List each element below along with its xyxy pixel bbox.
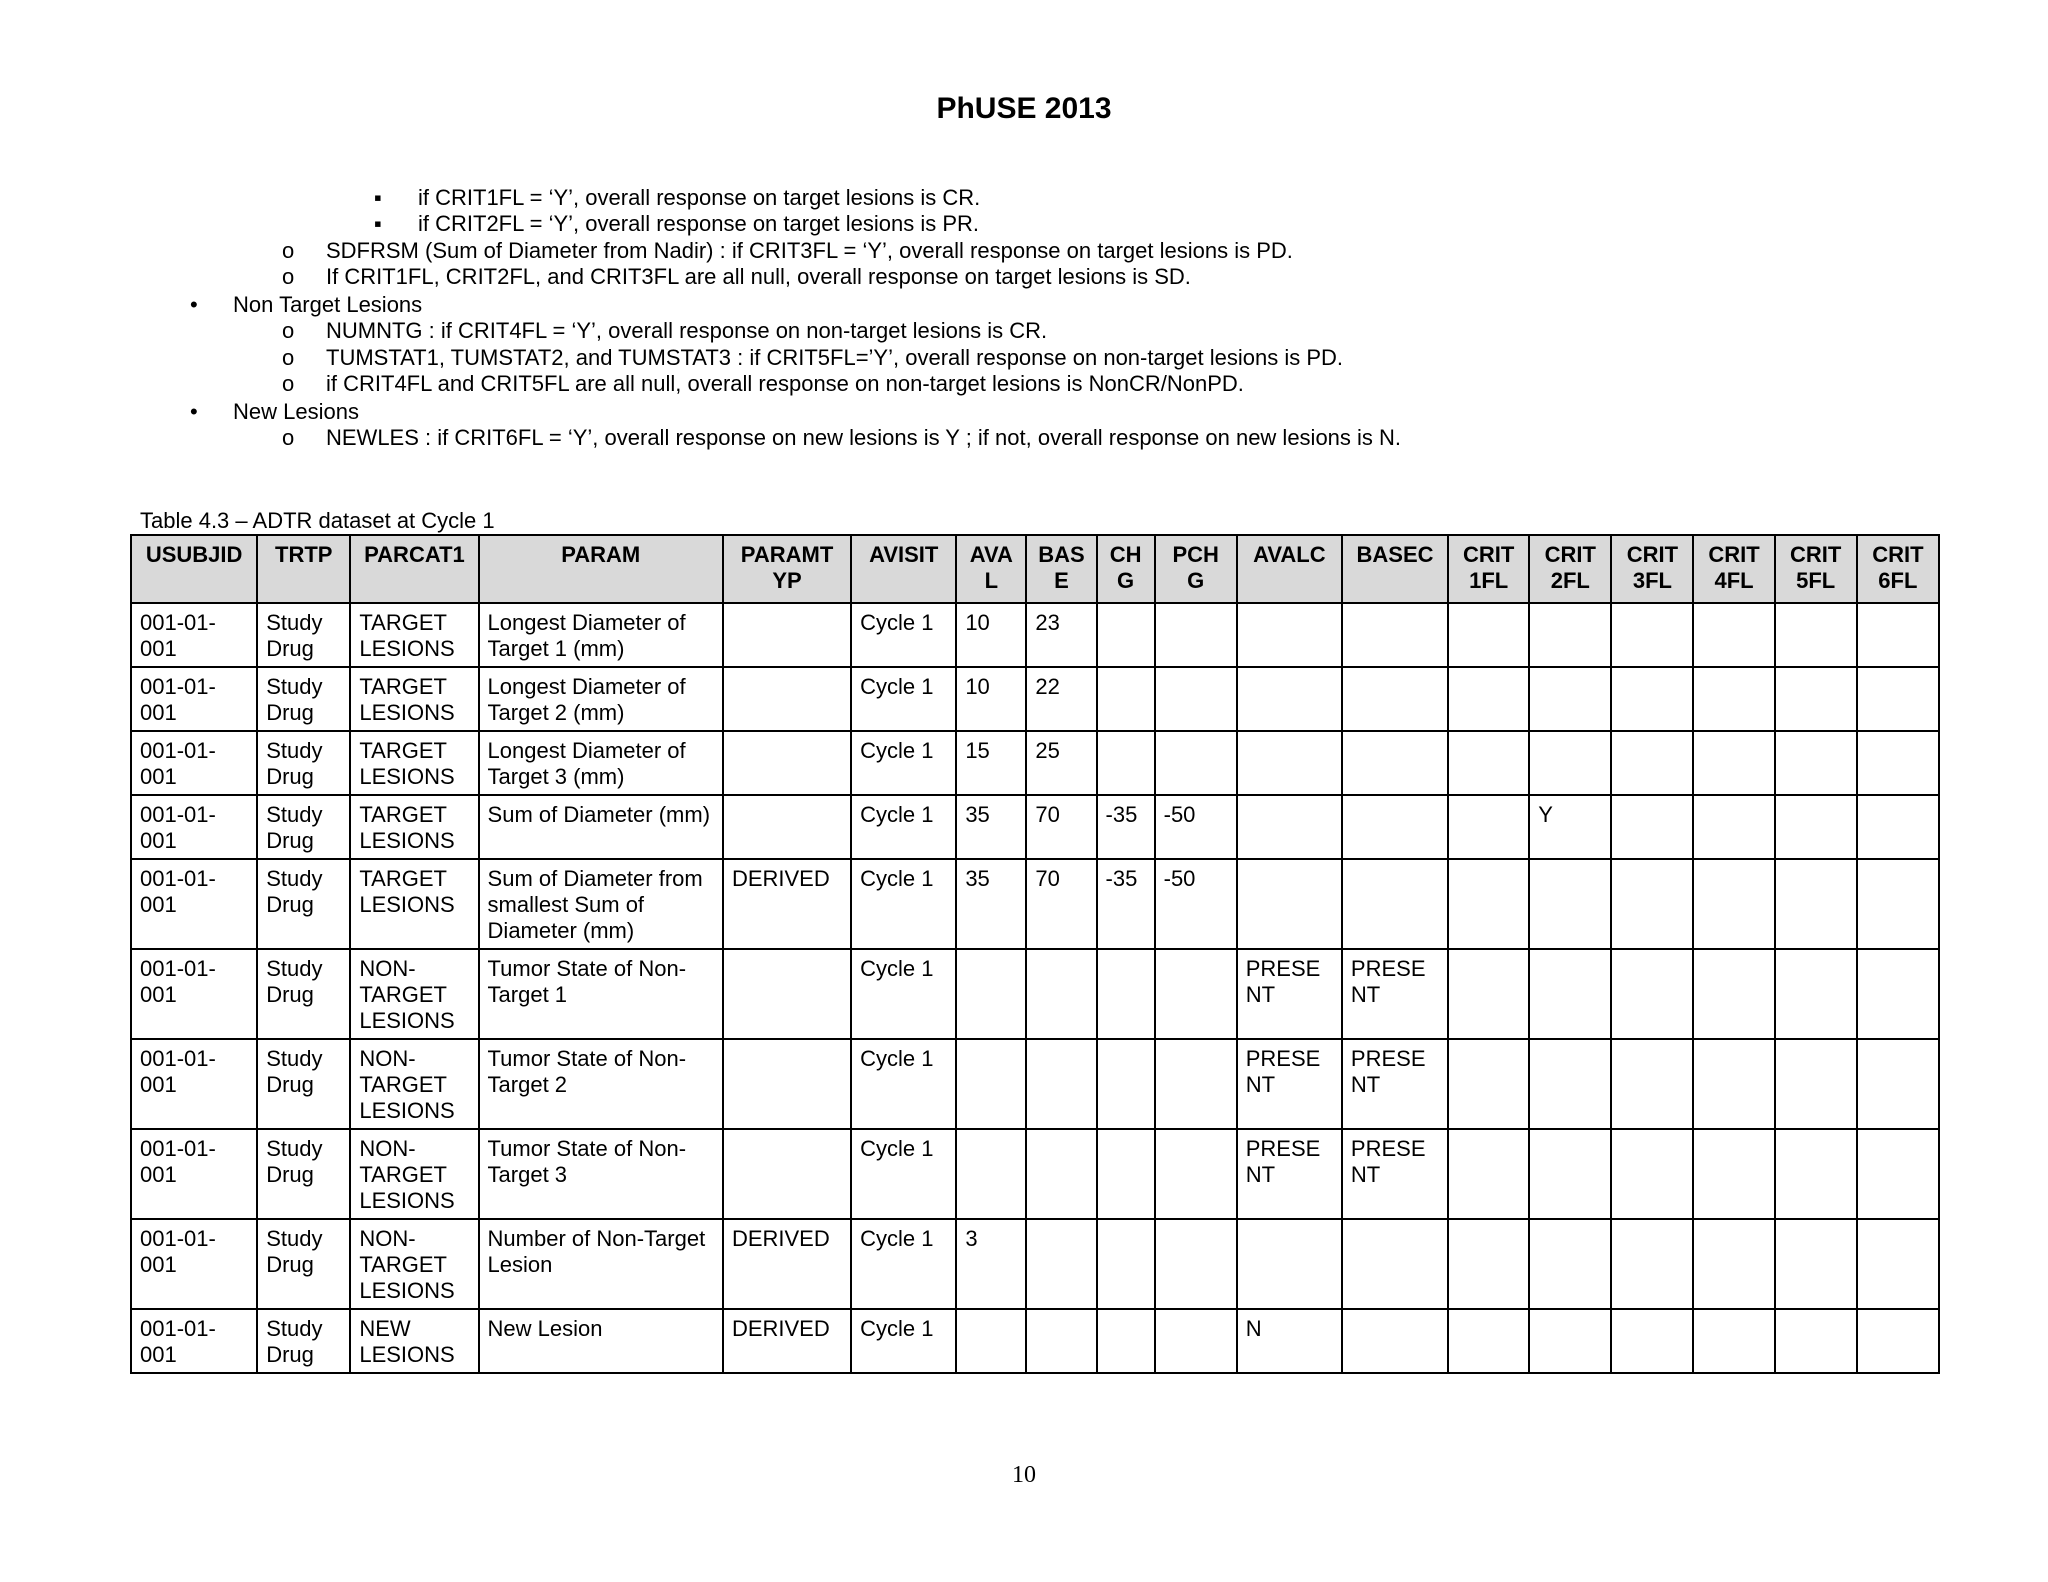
table-cell bbox=[1342, 603, 1448, 667]
table-cell bbox=[1026, 949, 1096, 1039]
table-cell: NON-TARGET LESIONS bbox=[350, 1039, 478, 1129]
table-cell: 23 bbox=[1026, 603, 1096, 667]
table-cell: 22 bbox=[1026, 667, 1096, 731]
table-cell: 001-01-001 bbox=[131, 1219, 257, 1309]
table-cell bbox=[1026, 1309, 1096, 1373]
table-cell bbox=[1155, 949, 1237, 1039]
table-cell bbox=[1611, 795, 1693, 859]
table-cell bbox=[1342, 1309, 1448, 1373]
table-cell: Number of Non-Target Lesion bbox=[479, 1219, 723, 1309]
table-cell bbox=[1857, 1309, 1939, 1373]
column-header: AVALC bbox=[1237, 535, 1342, 603]
table-cell bbox=[1026, 1219, 1096, 1309]
table-cell bbox=[1097, 1129, 1155, 1219]
table-cell: Study Drug bbox=[257, 667, 350, 731]
table-cell bbox=[1857, 603, 1939, 667]
table-cell: 001-01-001 bbox=[131, 1309, 257, 1373]
table-cell: 001-01-001 bbox=[131, 795, 257, 859]
table-cell bbox=[1097, 667, 1155, 731]
table-cell: 70 bbox=[1026, 795, 1096, 859]
table-cell: Cycle 1 bbox=[851, 949, 956, 1039]
column-header: BAS E bbox=[1026, 535, 1096, 603]
table-cell: Tumor State of Non-Target 2 bbox=[479, 1039, 723, 1129]
table-cell: 3 bbox=[956, 1219, 1026, 1309]
circle-bullet-icon: o bbox=[282, 371, 295, 396]
table-cell bbox=[1237, 603, 1342, 667]
table-cell: Longest Diameter of Target 3 (mm) bbox=[479, 731, 723, 795]
table-cell bbox=[1155, 731, 1237, 795]
table-cell: TARGET LESIONS bbox=[350, 603, 478, 667]
table-cell: 10 bbox=[956, 667, 1026, 731]
column-header: TRTP bbox=[257, 535, 350, 603]
table-row bbox=[131, 731, 1939, 795]
column-header: USUBJID bbox=[131, 535, 257, 603]
table-cell bbox=[1611, 1309, 1693, 1373]
table-cell bbox=[1529, 1309, 1611, 1373]
table-cell bbox=[1693, 1309, 1774, 1373]
table-cell: NEW LESIONS bbox=[350, 1309, 478, 1373]
table-cell: Cycle 1 bbox=[851, 731, 956, 795]
table-cell: Study Drug bbox=[257, 795, 350, 859]
table-cell bbox=[1097, 603, 1155, 667]
table-cell: 001-01-001 bbox=[131, 1129, 257, 1219]
table-cell bbox=[1155, 1219, 1237, 1309]
table-cell: Cycle 1 bbox=[851, 859, 956, 949]
table-cell: DERIVED bbox=[723, 1219, 851, 1309]
square-bullet-icon: ▪ bbox=[374, 211, 382, 236]
table-cell: Cycle 1 bbox=[851, 1129, 956, 1219]
table-cell bbox=[1448, 603, 1529, 667]
table-cell bbox=[1097, 731, 1155, 795]
table-cell: Cycle 1 bbox=[851, 1039, 956, 1129]
table-cell: Study Drug bbox=[257, 1129, 350, 1219]
table-cell: TARGET LESIONS bbox=[350, 731, 478, 795]
table-cell bbox=[723, 603, 851, 667]
table-cell bbox=[723, 1129, 851, 1219]
table-cell bbox=[1693, 949, 1774, 1039]
table-cell bbox=[1342, 667, 1448, 731]
table-cell: 70 bbox=[1026, 859, 1096, 949]
table-cell: PRESENT bbox=[1237, 1129, 1342, 1219]
table-cell bbox=[1026, 1129, 1096, 1219]
table-cell: Study Drug bbox=[257, 949, 350, 1039]
table-cell bbox=[1026, 1039, 1096, 1129]
table-cell bbox=[1693, 1129, 1774, 1219]
table-cell: 001-01-001 bbox=[131, 667, 257, 731]
square-bullet-icon: ▪ bbox=[374, 185, 382, 210]
table-cell bbox=[723, 1039, 851, 1129]
table-cell: Study Drug bbox=[257, 1039, 350, 1129]
circle-bullet-icon: o bbox=[282, 425, 295, 450]
table-cell: TARGET LESIONS bbox=[350, 795, 478, 859]
table-cell bbox=[1611, 731, 1693, 795]
table-caption: Table 4.3 – ADTR dataset at Cycle 1 bbox=[140, 508, 495, 533]
table-cell: Cycle 1 bbox=[851, 667, 956, 731]
table-cell bbox=[1693, 731, 1774, 795]
column-header: AVISIT bbox=[851, 535, 956, 603]
table-cell bbox=[1529, 667, 1611, 731]
table-cell bbox=[1857, 795, 1939, 859]
table-cell bbox=[1529, 949, 1611, 1039]
table-cell: -35 bbox=[1097, 859, 1155, 949]
table-cell bbox=[1857, 1129, 1939, 1219]
table-cell: PRESENT bbox=[1237, 1039, 1342, 1129]
table-cell: 35 bbox=[956, 859, 1026, 949]
table-cell bbox=[1857, 1039, 1939, 1129]
table-cell bbox=[1448, 1129, 1529, 1219]
table-cell bbox=[1237, 859, 1342, 949]
column-header: CRIT 2FL bbox=[1529, 535, 1611, 603]
table-cell bbox=[1775, 859, 1857, 949]
bullet-text: If CRIT1FL, CRIT2FL, and CRIT3FL are all null, overall response on target lesions is SD. bbox=[326, 264, 1191, 289]
table-cell bbox=[1857, 731, 1939, 795]
table-cell: 001-01-001 bbox=[131, 949, 257, 1039]
table-cell bbox=[1693, 1219, 1774, 1309]
table-cell bbox=[1448, 949, 1529, 1039]
table-row bbox=[131, 1219, 1939, 1309]
table-cell bbox=[1529, 1039, 1611, 1129]
table-cell bbox=[723, 949, 851, 1039]
table-row bbox=[131, 667, 1939, 731]
table-cell: PRESENT bbox=[1342, 1039, 1448, 1129]
column-header: CRIT 6FL bbox=[1857, 535, 1939, 603]
table-cell bbox=[1857, 859, 1939, 949]
table-cell bbox=[1529, 603, 1611, 667]
table-body bbox=[131, 603, 1939, 1373]
table-cell bbox=[1693, 795, 1774, 859]
table-cell: Longest Diameter of Target 1 (mm) bbox=[479, 603, 723, 667]
round-bullet-icon: • bbox=[190, 292, 198, 317]
table-cell bbox=[1342, 1219, 1448, 1309]
table-cell: Study Drug bbox=[257, 1219, 350, 1309]
table-cell bbox=[1448, 859, 1529, 949]
table-cell bbox=[1448, 731, 1529, 795]
table-cell: 10 bbox=[956, 603, 1026, 667]
table-cell bbox=[1237, 1219, 1342, 1309]
column-header: PCH G bbox=[1155, 535, 1237, 603]
table-cell: DERIVED bbox=[723, 859, 851, 949]
table-cell bbox=[1775, 1219, 1857, 1309]
table-cell bbox=[723, 731, 851, 795]
table-cell: Cycle 1 bbox=[851, 1219, 956, 1309]
circle-bullet-icon: o bbox=[282, 318, 295, 343]
table-cell: TARGET LESIONS bbox=[350, 667, 478, 731]
table-cell bbox=[1529, 1219, 1611, 1309]
table-cell: Tumor State of Non-Target 3 bbox=[479, 1129, 723, 1219]
table-cell: Tumor State of Non-Target 1 bbox=[479, 949, 723, 1039]
table-cell bbox=[956, 949, 1026, 1039]
table-cell bbox=[1611, 603, 1693, 667]
column-header: CH G bbox=[1097, 535, 1155, 603]
header-row bbox=[131, 535, 1939, 603]
table-cell bbox=[1611, 859, 1693, 949]
table-cell: Study Drug bbox=[257, 731, 350, 795]
table-cell: 25 bbox=[1026, 731, 1096, 795]
table-cell bbox=[1611, 1039, 1693, 1129]
table-cell bbox=[1857, 1219, 1939, 1309]
table-cell: PRESENT bbox=[1342, 949, 1448, 1039]
table-cell: Longest Diameter of Target 2 (mm) bbox=[479, 667, 723, 731]
column-header: CRIT 5FL bbox=[1775, 535, 1857, 603]
table-cell bbox=[1693, 603, 1774, 667]
bullet-text: NUMNTG : if CRIT4FL = ‘Y’, overall response on non-target lesions is CR. bbox=[326, 318, 1048, 343]
table-cell bbox=[1448, 667, 1529, 731]
table-cell: 001-01-001 bbox=[131, 731, 257, 795]
table-cell bbox=[1611, 1219, 1693, 1309]
column-header: CRIT 1FL bbox=[1448, 535, 1529, 603]
table-cell bbox=[1097, 1039, 1155, 1129]
table-row bbox=[131, 1309, 1939, 1373]
table-row bbox=[131, 795, 1939, 859]
table-cell bbox=[1775, 1129, 1857, 1219]
table-cell: N bbox=[1237, 1309, 1342, 1373]
table-cell: Cycle 1 bbox=[851, 1309, 956, 1373]
table-header bbox=[131, 535, 1939, 603]
table-cell bbox=[1775, 731, 1857, 795]
column-header: BASEC bbox=[1342, 535, 1448, 603]
page-header: PhUSE 2013 bbox=[936, 92, 1112, 125]
table-cell: Sum of Diameter (mm) bbox=[479, 795, 723, 859]
adtr-dataset-table bbox=[130, 534, 1940, 1374]
column-header: PARAM bbox=[479, 535, 723, 603]
table-cell: Y bbox=[1529, 795, 1611, 859]
table-cell bbox=[1693, 859, 1774, 949]
table-cell bbox=[1342, 795, 1448, 859]
table-cell: TARGET LESIONS bbox=[350, 859, 478, 949]
table-cell bbox=[1611, 667, 1693, 731]
table-cell bbox=[1155, 667, 1237, 731]
circle-bullet-icon: o bbox=[282, 238, 295, 263]
table-cell bbox=[1857, 949, 1939, 1039]
table-cell: -50 bbox=[1155, 795, 1237, 859]
table-cell bbox=[1611, 949, 1693, 1039]
table-cell bbox=[1342, 731, 1448, 795]
table-cell bbox=[1529, 1129, 1611, 1219]
table-cell bbox=[1775, 1309, 1857, 1373]
column-header: CRIT 3FL bbox=[1611, 535, 1693, 603]
table-cell bbox=[723, 795, 851, 859]
table-row bbox=[131, 1039, 1939, 1129]
table-cell bbox=[956, 1039, 1026, 1129]
table-cell: PRESENT bbox=[1237, 949, 1342, 1039]
table-cell bbox=[1529, 731, 1611, 795]
table-cell: Study Drug bbox=[257, 859, 350, 949]
table-cell: 001-01-001 bbox=[131, 603, 257, 667]
column-header: CRIT 4FL bbox=[1693, 535, 1774, 603]
table-row bbox=[131, 859, 1939, 949]
table-cell bbox=[1529, 859, 1611, 949]
table-cell bbox=[1857, 667, 1939, 731]
table-cell: DERIVED bbox=[723, 1309, 851, 1373]
table-cell bbox=[1097, 949, 1155, 1039]
table-cell: 001-01-001 bbox=[131, 1039, 257, 1129]
bullet-text: if CRIT2FL = ‘Y’, overall response on target lesions is PR. bbox=[418, 211, 980, 236]
table-cell bbox=[1775, 795, 1857, 859]
table-cell bbox=[1775, 667, 1857, 731]
circle-bullet-icon: o bbox=[282, 345, 295, 370]
bullet-text: Non Target Lesions bbox=[233, 292, 423, 317]
table-cell bbox=[1775, 1039, 1857, 1129]
bullet-text: if CRIT4FL and CRIT5FL are all null, overall response on non-target lesions is NonCR/NonPD. bbox=[326, 371, 1244, 396]
table-cell: Study Drug bbox=[257, 1309, 350, 1373]
bullet-text: TUMSTAT1, TUMSTAT2, and TUMSTAT3 : if CRIT5FL=’Y’, overall response on non-target lesions is PD. bbox=[326, 345, 1344, 370]
table-cell: NON-TARGET LESIONS bbox=[350, 949, 478, 1039]
table-cell bbox=[1448, 795, 1529, 859]
column-header: PARAMT YP bbox=[723, 535, 851, 603]
table-cell: -50 bbox=[1155, 859, 1237, 949]
table-cell bbox=[956, 1309, 1026, 1373]
bullet-text: SDFRSM (Sum of Diameter from Nadir) : if CRIT3FL = ‘Y’, overall response on target lesions is PD. bbox=[326, 238, 1293, 263]
table-cell bbox=[1237, 731, 1342, 795]
table-cell: New Lesion bbox=[479, 1309, 723, 1373]
table-cell: 15 bbox=[956, 731, 1026, 795]
circle-bullet-icon: o bbox=[282, 264, 295, 289]
table-row bbox=[131, 1129, 1939, 1219]
table-cell bbox=[1775, 949, 1857, 1039]
column-header: AVA L bbox=[956, 535, 1026, 603]
table-cell: Cycle 1 bbox=[851, 603, 956, 667]
table-cell bbox=[1155, 603, 1237, 667]
round-bullet-icon: • bbox=[190, 399, 198, 424]
table-cell bbox=[1155, 1309, 1237, 1373]
column-header: PARCAT1 bbox=[350, 535, 478, 603]
page-number: 10 bbox=[1012, 1462, 1036, 1488]
table-row bbox=[131, 603, 1939, 667]
table-cell bbox=[1611, 1129, 1693, 1219]
table-cell bbox=[1237, 667, 1342, 731]
table-cell bbox=[1155, 1039, 1237, 1129]
table-cell: 35 bbox=[956, 795, 1026, 859]
bullet-text: New Lesions bbox=[233, 399, 359, 424]
table-cell: PRESENT bbox=[1342, 1129, 1448, 1219]
table-cell bbox=[1097, 1219, 1155, 1309]
table-cell: NON-TARGET LESIONS bbox=[350, 1129, 478, 1219]
table-cell bbox=[1448, 1309, 1529, 1373]
bullet-text: if CRIT1FL = ‘Y’, overall response on target lesions is CR. bbox=[418, 185, 981, 210]
table-cell bbox=[1097, 1309, 1155, 1373]
table-cell: 001-01-001 bbox=[131, 859, 257, 949]
table-cell: -35 bbox=[1097, 795, 1155, 859]
table-cell: Cycle 1 bbox=[851, 795, 956, 859]
table-cell: Sum of Diameter from smallest Sum of Diameter (mm) bbox=[479, 859, 723, 949]
table-cell bbox=[1693, 1039, 1774, 1129]
table-cell bbox=[1693, 667, 1774, 731]
table-cell: NON-TARGET LESIONS bbox=[350, 1219, 478, 1309]
table-cell bbox=[1448, 1219, 1529, 1309]
table-cell bbox=[1237, 795, 1342, 859]
bullet-text: NEWLES : if CRIT6FL = ‘Y’, overall response on new lesions is Y ; if not, overall response on new lesions is N. bbox=[326, 425, 1402, 450]
table-cell bbox=[1155, 1129, 1237, 1219]
table-cell bbox=[1342, 859, 1448, 949]
table-cell bbox=[956, 1129, 1026, 1219]
table-cell bbox=[1448, 1039, 1529, 1129]
table-cell bbox=[723, 667, 851, 731]
table-cell bbox=[1775, 603, 1857, 667]
table-row bbox=[131, 949, 1939, 1039]
table-cell: Study Drug bbox=[257, 603, 350, 667]
